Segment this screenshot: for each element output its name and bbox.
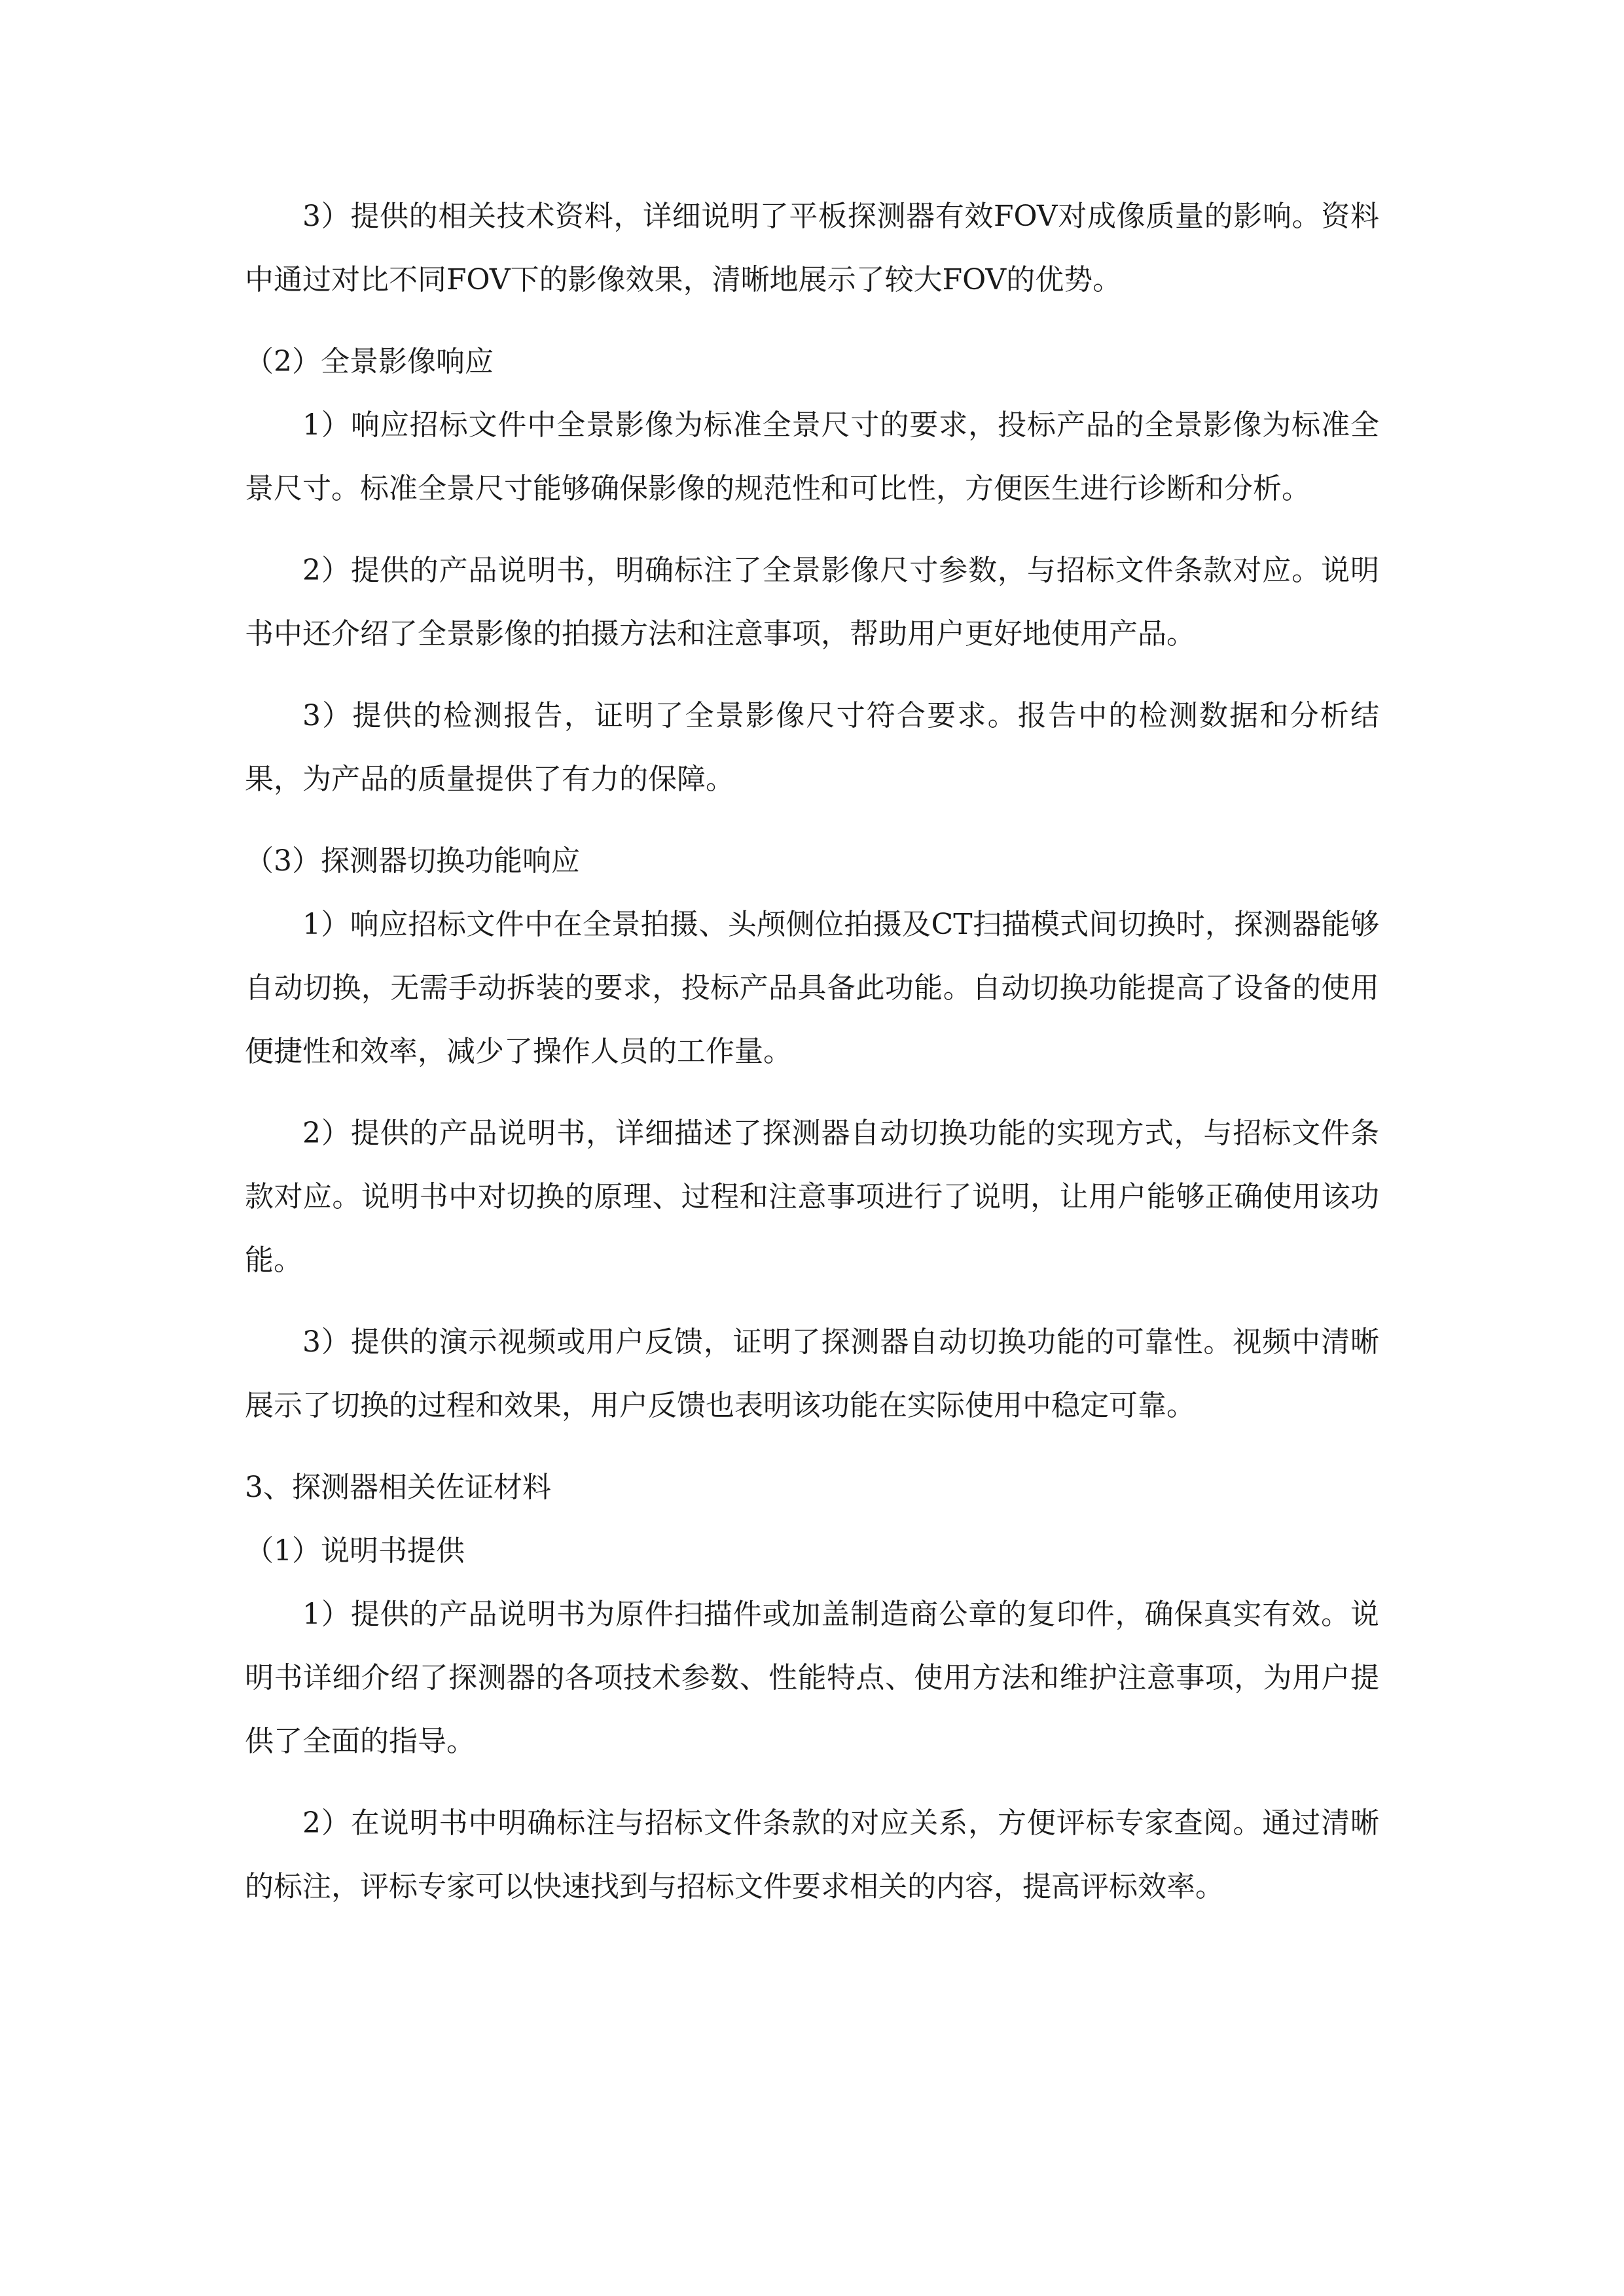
paragraph-switch-1: 1）响应招标文件中在全景拍摄、头颅侧位拍摄及CT扫描模式间切换时，探测器能够自动切换，无需手动拆装的要求，投标产品具备此功能。自动切换功能提高了设备的使用便捷性和效率，减少了操作人员的工作量。 [245,908,1379,1068]
paragraph-manual-1: 1）提供的产品说明书为原件扫描件或加盖制造商公章的复印件，确保真实有效。说明书详细介绍了探测器的各项技术参数、性能特点、使用方法和维护注意事项，为用户提供了全面的指导。 [245,1598,1379,1758]
paragraph-manual-2: 2）在说明书中明确标注与招标文件条款的对应关系，方便评标专家查阅。通过清晰的标注，评标专家可以快速找到与招标文件要求相关的内容，提高评标效率。 [245,1806,1379,1903]
paragraph-panoramic-2: 2）提供的产品说明书，明确标注了全景影像尺寸参数，与招标文件条款对应。说明书中还介绍了全景影像的拍摄方法和注意事项，帮助用户更好地使用产品。 [245,554,1379,651]
paragraph-switch-3: 3）提供的演示视频或用户反馈，证明了探测器自动切换功能的可靠性。视频中清晰展示了切换的过程和效果，用户反馈也表明该功能在实际使用中稳定可靠。 [245,1325,1379,1422]
heading-panoramic-response: （2）全景影像响应 [245,345,494,378]
paragraph-panoramic-1: 1）响应招标文件中全景影像为标准全景尺寸的要求，投标产品的全景影像为标准全景尺寸。标准全景尺寸能够确保影像的规范性和可比性，方便医生进行诊断和分析。 [245,408,1379,505]
heading-evidence-materials: 3、探测器相关佐证材料 [245,1471,551,1504]
paragraph-panoramic-3: 3）提供的检测报告，证明了全景影像尺寸符合要求。报告中的检测数据和分析结果，为产品的质量提供了有力的保障。 [245,699,1379,796]
paragraph-switch-2: 2）提供的产品说明书，详细描述了探测器自动切换功能的实现方式，与招标文件条款对应。说明书中对切换的原理、过程和注意事项进行了说明，让用户能够正确使用该功能。 [245,1117,1379,1277]
paragraph-fov-materials: 3）提供的相关技术资料，详细说明了平板探测器有效FOV对成像质量的影响。资料中通过对比不同FOV下的影像效果，清晰地展示了较大FOV的优势。 [245,200,1379,296]
heading-manual-provision: （1）说明书提供 [245,1534,465,1568]
heading-detector-switch: （3）探测器切换功能响应 [245,844,580,878]
